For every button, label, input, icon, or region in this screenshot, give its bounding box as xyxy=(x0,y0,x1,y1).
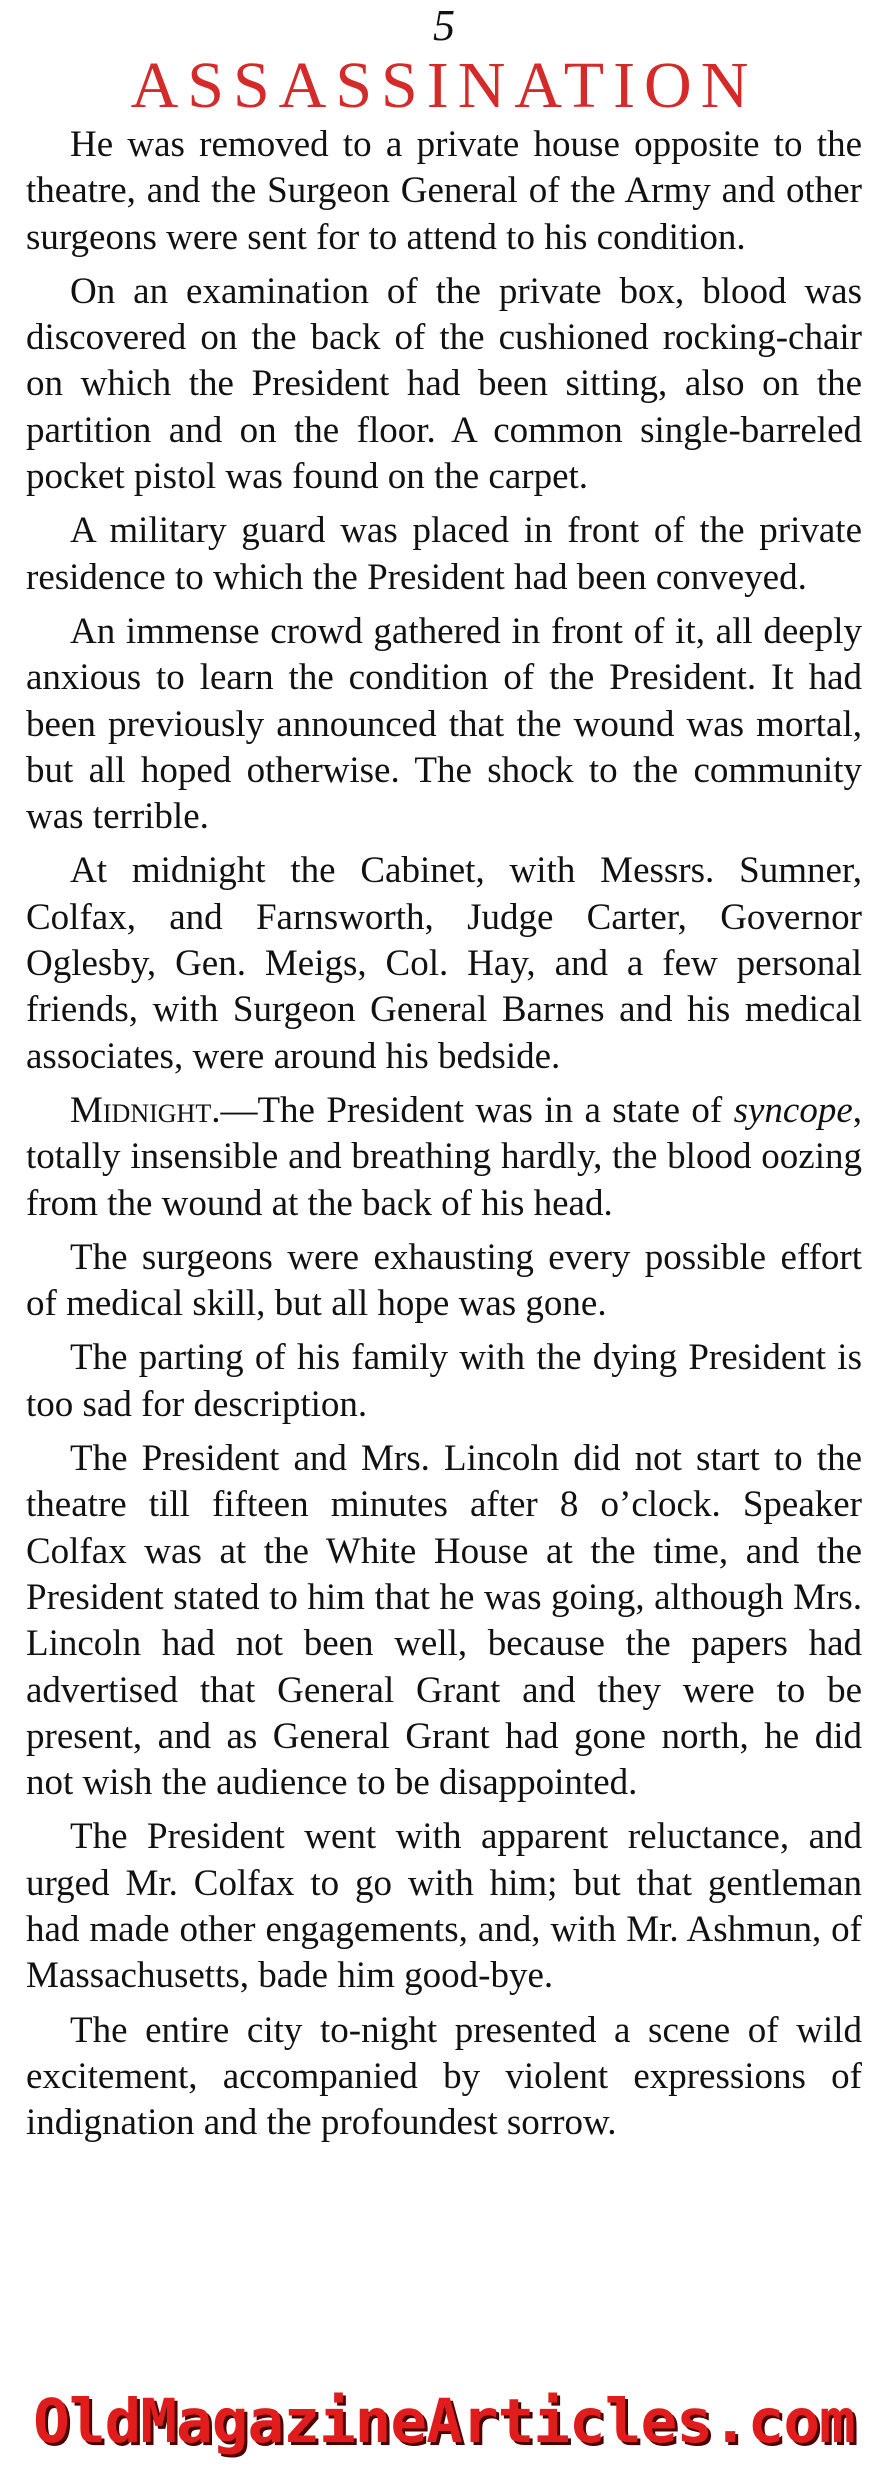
article-body xyxy=(26,122,862,2154)
paragraph-midnight xyxy=(26,1088,862,1227)
midnight-text-2: , totally insensible and breathing hardly, the blood oozing from the wound at the back of his head. xyxy=(26,1089,862,1224)
syncope-emphasis: syncope xyxy=(733,1089,853,1131)
paragraph: The entire city to-night presented a scene of wild excitement, accompanied by violent expressions of indignation and the profoundest sorrow. xyxy=(26,2009,862,2144)
paragraph: On an examination of the private box, blood was discovered on the back of the cushioned rocking-chair on which the President had been sitting, also on the partition and on the floor. A common single-barreled pocket pistol was found on the carpet. xyxy=(26,270,862,498)
paragraph: At midnight the Cabinet, with Messrs. Sumner, Colfax, and Farnsworth, Judge Carter, Governor Oglesby, Gen. Meigs, Col. Hay, and a few personal friends, with Surgeon General Barnes and his medical associates, were around his bedside. xyxy=(26,850,862,1077)
paragraph: A military guard was placed in front of the private residence to which the President had been conveyed. xyxy=(26,510,862,598)
paragraph: The parting of his family with the dying President is too sad for description. xyxy=(26,1337,862,1425)
midnight-lead: Midnight. xyxy=(70,1089,221,1131)
page-number: 5 xyxy=(433,1,455,50)
paragraph: The President went with apparent reluctance, and urged Mr. Colfax to go with him; but that gentleman had made other engagements, and, with Mr. Ashmun, of Massachusetts, bade him good-bye. xyxy=(26,1816,862,1997)
watermark-footer: OldMagazineArticles.com xyxy=(33,2386,855,2457)
article-title: ASSASSINATION xyxy=(130,49,758,122)
paragraph: An immense crowd gathered in front of it, all deeply anxious to learn the condition of the President. It had been previously announced that the wound was mortal, but all hoped otherwise. The shock to the community was terrible. xyxy=(26,610,862,838)
paragraph: The surgeons were exhausting every possible effort of medical skill, but all hope was gone. xyxy=(26,1236,862,1325)
paragraph: He was removed to a private house opposite to the theatre, and the Surgeon General of the Army and other surgeons were sent for to attend to his condition. xyxy=(26,124,862,258)
midnight-text-1: —The President was in a state of xyxy=(220,1089,734,1131)
paragraph: The President and Mrs. Lincoln did not start to the theatre till fifteen minutes after 8 o’clock. Speaker Colfax was at the White House at the time, and the President stated to him that he was going, although Mrs. Lincoln had not been well, because the papers had advertised that General Grant and they were to be present, and as General Grant had gone north, he did not wish the audience to be disappointed. xyxy=(26,1438,862,1804)
